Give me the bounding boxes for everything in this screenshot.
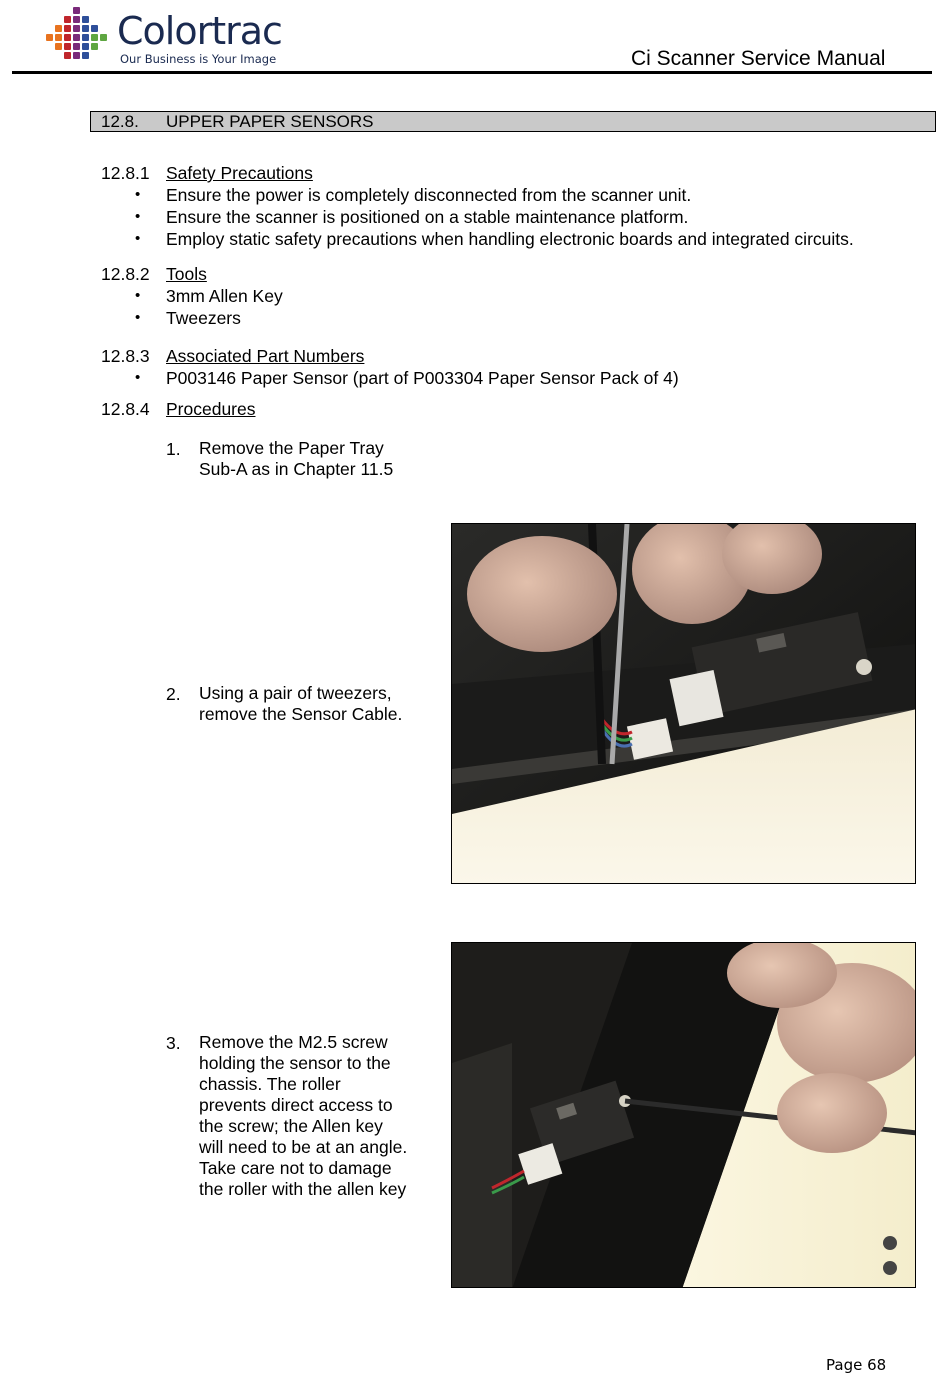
bullet-icon: •: [135, 309, 141, 326]
step-text: Remove the Paper Tray Sub-A as in Chapter 11.5: [199, 438, 394, 479]
section-heading-bar: [90, 111, 936, 132]
step-number: 2.: [166, 684, 181, 704]
step-text: Remove the M2.5 screw holding the sensor to the chassis. The roller prevents direct access to the screw; the Allen key will need to be at an angle. Take care not to damage the roller with the allen key: [199, 1032, 408, 1199]
sensor-cable-photo: [451, 523, 916, 884]
brand-name: Colortrac: [117, 9, 282, 53]
bullet-icon: •: [135, 208, 141, 225]
tool-item: Tweezers: [166, 308, 241, 328]
section-number: 12.8.: [101, 112, 139, 131]
step-number: 1.: [166, 439, 181, 459]
header-divider: [12, 71, 932, 74]
safety-item: Employ static safety precautions when handling electronic boards and integrated circuits.: [166, 229, 854, 249]
section-title: UPPER PAPER SENSORS: [166, 112, 374, 131]
tools-number: 12.8.2: [101, 264, 150, 284]
page-number: Page 68: [826, 1356, 887, 1374]
parts-number: 12.8.3: [101, 346, 150, 366]
document-title: Ci Scanner Service Manual: [631, 47, 886, 70]
colortrac-logo-mark: [45, 7, 105, 65]
step-text: Using a pair of tweezers, remove the Sensor Cable.: [199, 683, 403, 724]
procedures-heading: Procedures: [166, 399, 256, 419]
safety-heading: Safety Precautions: [166, 163, 313, 183]
bullet-icon: •: [135, 369, 141, 386]
safety-item: Ensure the scanner is positioned on a stable maintenance platform.: [166, 207, 689, 227]
tools-heading: Tools: [166, 264, 207, 284]
bullet-icon: •: [135, 230, 141, 247]
safety-item: Ensure the power is completely disconnected from the scanner unit.: [166, 185, 692, 205]
tool-item: 3mm Allen Key: [166, 286, 283, 306]
screw-removal-photo: [451, 942, 916, 1288]
brand-tagline: Our Business is Your Image: [120, 52, 277, 66]
part-item: P003146 Paper Sensor (part of P003304 Paper Sensor Pack of 4): [166, 368, 679, 388]
tweezers-photo-illustration: [452, 524, 916, 884]
bullet-icon: •: [135, 186, 141, 203]
safety-number: 12.8.1: [101, 163, 150, 183]
step-number: 3.: [166, 1033, 181, 1053]
allen-key-photo-illustration: [452, 943, 916, 1288]
bullet-icon: •: [135, 287, 141, 304]
procedures-number: 12.8.4: [101, 399, 150, 419]
parts-heading: Associated Part Numbers: [166, 346, 365, 366]
